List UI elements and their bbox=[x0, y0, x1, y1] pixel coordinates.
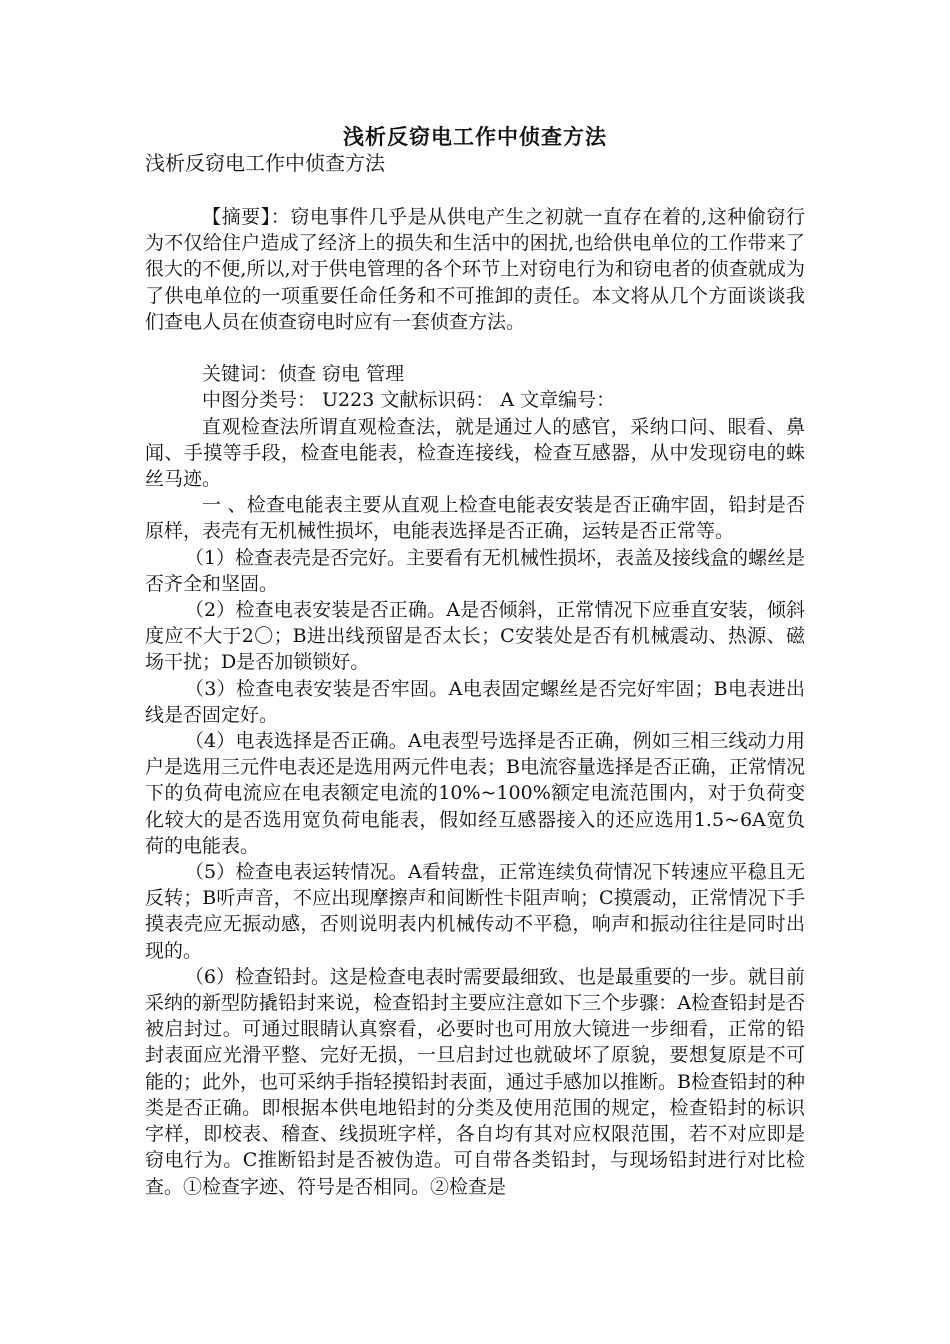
body-paragraph: （1）检查表壳是否完好。主要看有无机械性损坏，表盖及接线盒的螺丝是否齐全和坚固。 bbox=[145, 546, 805, 595]
classification-line: 中图分类号： U223 文献标识码： A 文章编号： bbox=[202, 389, 616, 412]
body-paragraph: （6）检查铅封。这是检查电表时需要最细致、也是最重要的一步。就目前采纳的新型防撬铅封来说，检查铅封主要应注意如下三个步骤：A检查铅封是否被启封过。可通过眼睛认真察看，必要时也可用放大镜进一步细看，正常的铅封表面应光滑平整、完好无损，一旦启封过也就破坏了原貌，要想复原是不可能的；此外，也可采纳手指轻摸铅封表面，通过手感加以推断。B检查铅封的种类是否正确。即根据本供电地铅封的分类及使用范围的规定，检查铅封的标识字样，即校表、稽查、线损班字样，各自均有其对应权限范围，若不对应即是窃电行为。C推断铅封是否被伪造。可自带各类铅封，与现场铅封进行对比检查。①检查字迹、符号是否相同。②检查是 bbox=[145, 965, 805, 1198]
body-paragraph: （5）检查电表运转情况。A看转盘，正常连续负荷情况下转速应平稳且无反转；B听声音，不应出现摩擦声和间断性卡阻声响；C摸震动，正常情况下手摸表壳应无振动感，否则说明表内机械传动不平稳，响声和振动往往是同时出现的。 bbox=[145, 861, 805, 962]
body-paragraph: （3）检查电表安装是否牢固。A电表固定螺丝是否完好牢固；B电表进出线是否固定好。 bbox=[145, 677, 805, 726]
paragraph-gap bbox=[145, 335, 805, 361]
body-paragraph: 直观检查法所谓直观检查法，就是通过人的感官，采纳口问、眼看、鼻闻、手摸等手段，检查电能表，检查连接线，检查互感器，从中发现窃电的蛛丝马迹。 bbox=[145, 415, 805, 491]
body-paragraph: 一 、检查电能表主要从直观上检查电能表安装是否正确牢固，铅封是否原样，表壳有无机械性损坏，电能表选择是否正确，运转是否正常等。 bbox=[145, 494, 805, 543]
body-paragraph: （2）检查电表安装是否正确。A是否倾斜，正常情况下应垂直安装，倾斜度应不大于2〇；B进出线预留是否太长；C安装处是否有机械震动、热源、磁场干扰；D是否加锁锁好。 bbox=[145, 599, 805, 674]
body-paragraph: （4）电表选择是否正确。A电表型号选择是否正确，例如三相三线动力用户是选用三元件电表还是选用两元件电表；B电流容量选择是否正确，正常情况下的负荷电流应在电表额定电流的10%~100%额定电流范围内，对于负荷变化较大的是否选用宽负荷电能表，假如经互感器接入的还应选用1.5~6A宽负荷的电能表。 bbox=[145, 730, 805, 857]
document-body bbox=[145, 168, 805, 1200]
document-title: 浅析反窃电工作中侦查方法 bbox=[343, 125, 607, 149]
keywords-line: 关键词：侦查 窃电 管理 bbox=[202, 363, 405, 386]
abstract-paragraph: 【摘要】：窃电事件几乎是从供电产生之初就一直存在着的,这种偷窃行为不仅给住户造成了经济上的损失和生活中的困扰,也给供电单位的工作带来了很大的不便,所以,对于供电管理的各个环节上对窃电行为和窃电者的侦查就成为了供电单位的一项重要任命任务和不可推卸的责任。本文将从几个方面谈谈我们查电人员在侦查窃电时应有一套侦查方法。 bbox=[145, 206, 805, 333]
document-subtitle: 浅析反窃电工作中侦查方法 bbox=[145, 151, 385, 175]
